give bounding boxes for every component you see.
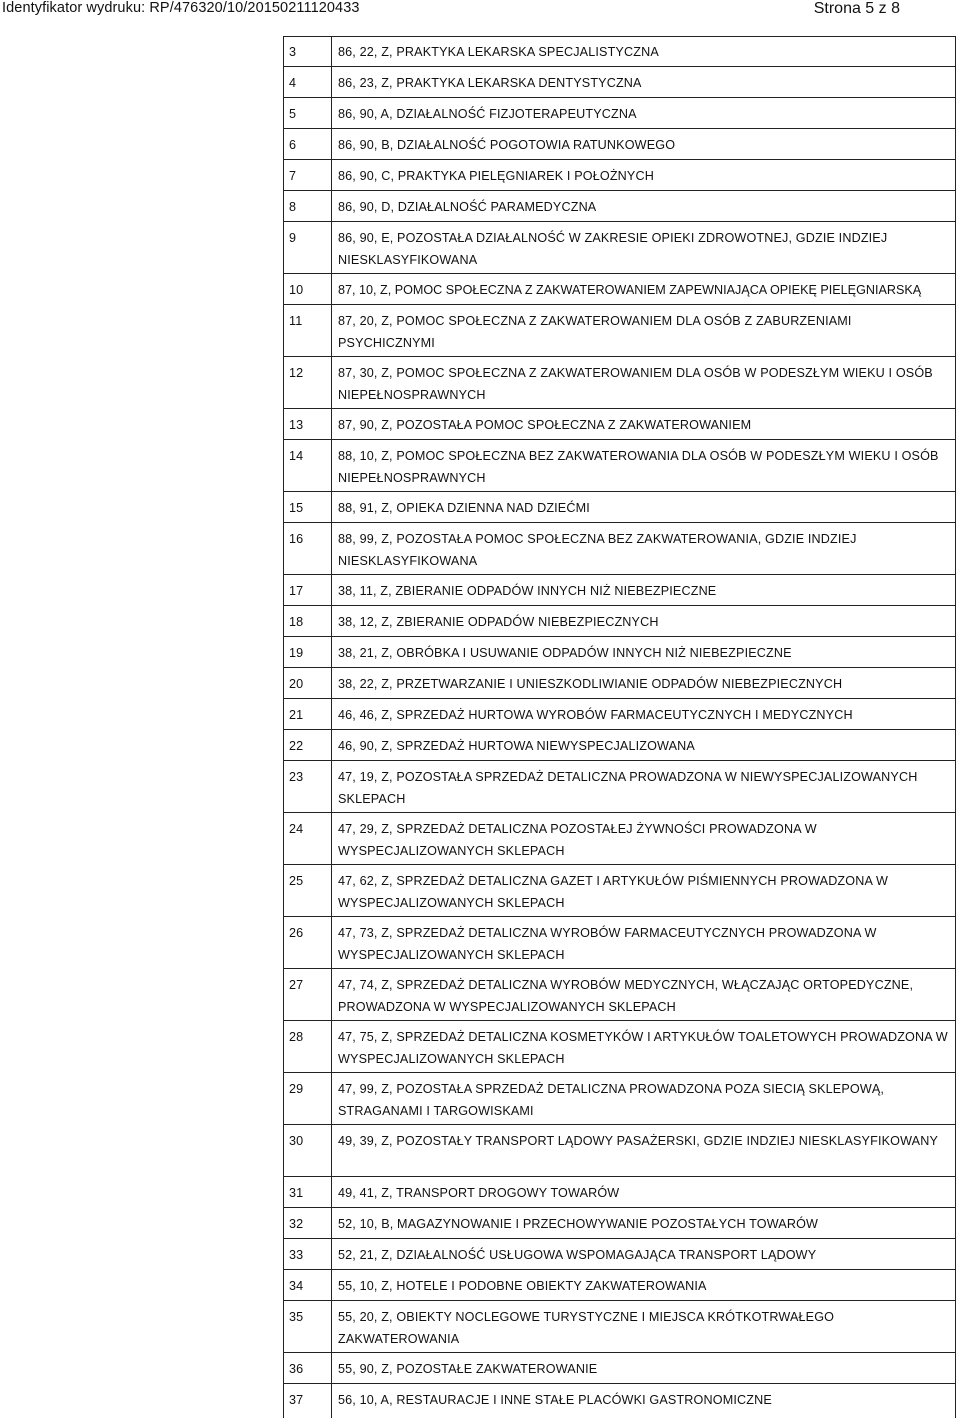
table-row: [283, 730, 956, 761]
row-text: 47, 75, Z, SPRZEDAŻ DETALICZNA KOSMETYKÓW I ARTYKUŁÓW TOALETOWYCH PROWADZONA W WYSPECJALIZOWANYCH SKLEPACH: [338, 1030, 948, 1066]
row-number: 23: [289, 770, 304, 784]
row-number: 22: [289, 739, 304, 753]
row-text: 46, 90, Z, SPRZEDAŻ HURTOWA NIEWYSPECJALIZOWANA: [338, 739, 695, 753]
table-row: [283, 36, 956, 67]
row-text: 55, 90, Z, POZOSTAŁE ZAKWATEROWANIE: [338, 1362, 598, 1376]
row-number: 26: [289, 926, 304, 940]
row-number: 3: [289, 45, 297, 59]
row-text: 86, 22, Z, PRAKTYKA LEKARSKA SPECJALISTYCZNA: [338, 45, 659, 59]
table-row: [283, 761, 956, 813]
table-row: [283, 1125, 956, 1177]
row-text: 47, 62, Z, SPRZEDAŻ DETALICZNA GAZET I ARTYKUŁÓW PIŚMIENNYCH PROWADZONA W WYSPECJALIZOWANYCH SKLEPACH: [338, 874, 889, 910]
print-header: [0, 0, 960, 20]
table-row: [283, 129, 956, 160]
row-number: 32: [289, 1217, 304, 1231]
row-text: 47, 73, Z, SPRZEDAŻ DETALICZNA WYROBÓW FARMACEUTYCZNYCH PROWADZONA W WYSPECJALIZOWANYCH SKLEPACH: [338, 926, 877, 962]
row-number: 4: [289, 76, 297, 90]
table-row: [283, 67, 956, 98]
table-row: [283, 222, 956, 274]
table-row: [283, 668, 956, 699]
row-text: 56, 10, A, RESTAURACJE I INNE STAŁE PLACÓWKI GASTRONOMICZNE: [338, 1393, 772, 1407]
row-number: 10: [289, 283, 304, 297]
row-number: 25: [289, 874, 304, 888]
row-number: 30: [289, 1134, 304, 1148]
row-text: 86, 90, D, DZIAŁALNOŚĆ PARAMEDYCZNA: [338, 200, 597, 214]
row-number: 19: [289, 646, 304, 660]
table-row: [283, 160, 956, 191]
row-number: 21: [289, 708, 304, 722]
table-row: [283, 1239, 956, 1270]
table-row: [283, 1073, 956, 1125]
table-row: [283, 305, 956, 357]
page-number: Strona 5 z 8: [813, 0, 900, 17]
row-text: 87, 90, Z, POZOSTAŁA POMOC SPOŁECZNA Z ZAKWATEROWANIEM: [338, 418, 752, 432]
table-row: [283, 274, 956, 305]
row-text: 88, 99, Z, POZOSTAŁA POMOC SPOŁECZNA BEZ ZAKWATEROWANIA, GDZIE INDZIEJ NIESKLASYFIKOWANA: [338, 532, 857, 568]
print-identifier: Identyfikator wydruku: RP/476320/10/20150211120433: [2, 0, 360, 16]
table-row: [283, 1353, 956, 1384]
row-text: 49, 41, Z, TRANSPORT DROGOWY TOWARÓW: [338, 1186, 620, 1200]
row-text: 55, 10, Z, HOTELE I PODOBNE OBIEKTY ZAKWATEROWANIA: [338, 1279, 707, 1293]
row-text: 46, 46, Z, SPRZEDAŻ HURTOWA WYROBÓW FARMACEUTYCZNYCH I MEDYCZNYCH: [338, 708, 853, 722]
row-number: 37: [289, 1393, 304, 1407]
row-text: 52, 10, B, MAGAZYNOWANIE I PRZECHOWYWANIE POZOSTAŁYCH TOWARÓW: [338, 1217, 819, 1231]
row-number: 5: [289, 107, 297, 121]
row-text: 87, 20, Z, POMOC SPOŁECZNA Z ZAKWATEROWANIEM DLA OSÓB Z ZABURZENIAMI PSYCHICZNYMI: [338, 314, 852, 350]
table-row: [283, 969, 956, 1021]
row-number: 16: [289, 532, 304, 546]
row-text: 38, 21, Z, OBRÓBKA I USUWANIE ODPADÓW INNYCH NIŻ NIEBEZPIECZNE: [338, 646, 792, 660]
row-text: 87, 30, Z, POMOC SPOŁECZNA Z ZAKWATEROWANIEM DLA OSÓB W PODESZŁYM WIEKU I OSÓB NIEPEŁNOSPRAWNYCH: [338, 366, 933, 402]
row-text: 47, 19, Z, POZOSTAŁA SPRZEDAŻ DETALICZNA PROWADZONA W NIEWYSPECJALIZOWANYCH SKLEPACH: [338, 770, 918, 806]
row-number: 28: [289, 1030, 304, 1044]
row-text: 38, 22, Z, PRZETWARZANIE I UNIESZKODLIWIANIE ODPADÓW NIEBEZPIECZNYCH: [338, 677, 843, 691]
pkd-table-rows: [283, 36, 956, 1415]
row-text: 49, 39, Z, POZOSTAŁY TRANSPORT LĄDOWY PASAŻERSKI, GDZIE INDZIEJ NIESKLASYFIKOWANY: [338, 1134, 939, 1148]
table-row: [283, 357, 956, 409]
table-row: [283, 1208, 956, 1239]
table-row: [283, 606, 956, 637]
row-number: 20: [289, 677, 304, 691]
row-number: 18: [289, 615, 304, 629]
table-row: [283, 1270, 956, 1301]
row-number: 14: [289, 449, 304, 463]
row-number: 11: [289, 314, 303, 328]
row-number: 13: [289, 418, 304, 432]
row-text: 88, 10, Z, POMOC SPOŁECZNA BEZ ZAKWATEROWANIA DLA OSÓB W PODESZŁYM WIEKU I OSÓB NIEPEŁNOSPRAWNYCH: [338, 449, 939, 485]
row-text: 47, 74, Z, SPRZEDAŻ DETALICZNA WYROBÓW MEDYCZNYCH, WŁĄCZAJĄC ORTOPEDYCZNE, PROWADZONA W WYSPECJALIZOWANYCH SKLEPACH: [338, 978, 914, 1014]
row-number: 29: [289, 1082, 304, 1096]
table-row: [283, 1177, 956, 1208]
row-text: 47, 29, Z, SPRZEDAŻ DETALICZNA POZOSTAŁEJ ŻYWNOŚCI PROWADZONA W WYSPECJALIZOWANYCH SKLEPACH: [338, 822, 817, 858]
row-text: 87, 10, Z, POMOC SPOŁECZNA Z ZAKWATEROWANIEM ZAPEWNIAJĄCA OPIEKĘ PIELĘGNIARSKĄ: [338, 283, 922, 297]
table-row: [283, 575, 956, 606]
row-text: 86, 90, A, DZIAŁALNOŚĆ FIZJOTERAPEUTYCZNA: [338, 107, 637, 121]
row-number: 6: [289, 138, 297, 152]
table-row: [283, 1384, 956, 1415]
table-row: [283, 191, 956, 222]
row-number: 9: [289, 231, 297, 245]
table-row: [283, 523, 956, 575]
row-number: 7: [289, 169, 297, 183]
row-number: 17: [289, 584, 304, 598]
row-text: 86, 90, B, DZIAŁALNOŚĆ POGOTOWIA RATUNKOWEGO: [338, 138, 676, 152]
row-text: 86, 23, Z, PRAKTYKA LEKARSKA DENTYSTYCZNA: [338, 76, 642, 90]
row-text: 38, 12, Z, ZBIERANIE ODPADÓW NIEBEZPIECZNYCH: [338, 615, 659, 629]
table-row: [283, 1021, 956, 1073]
row-number: 36: [289, 1362, 304, 1376]
table-row: [283, 409, 956, 440]
table-row: [283, 917, 956, 969]
row-number: 12: [289, 366, 304, 380]
table-row: [283, 492, 956, 523]
table-row: [283, 813, 956, 865]
table-row: [283, 699, 956, 730]
table-row: [283, 637, 956, 668]
row-number: 35: [289, 1310, 304, 1324]
row-number: 8: [289, 200, 297, 214]
table-row: [283, 98, 956, 129]
table-row: [283, 1301, 956, 1353]
row-text: 55, 20, Z, OBIEKTY NOCLEGOWE TURYSTYCZNE I MIEJSCA KRÓTKOTRWAŁEGO ZAKWATEROWANIA: [338, 1310, 835, 1346]
row-text: 86, 90, E, POZOSTAŁA DZIAŁALNOŚĆ W ZAKRESIE OPIEKI ZDROWOTNEJ, GDZIE INDZIEJ NIESKLASYFIKOWANA: [338, 231, 888, 267]
row-number: 33: [289, 1248, 304, 1262]
row-text: 86, 90, C, PRAKTYKA PIELĘGNIAREK I POŁOŻNYCH: [338, 169, 654, 183]
row-number: 24: [289, 822, 304, 836]
row-number: 15: [289, 501, 304, 515]
table-row: [283, 865, 956, 917]
row-text: 52, 21, Z, DZIAŁALNOŚĆ USŁUGOWA WSPOMAGAJĄCA TRANSPORT LĄDOWY: [338, 1248, 817, 1262]
row-number: 27: [289, 978, 304, 992]
row-text: 38, 11, Z, ZBIERANIE ODPADÓW INNYCH NIŻ NIEBEZPIECZNE: [338, 584, 717, 598]
row-number: 34: [289, 1279, 304, 1293]
row-number: 31: [289, 1186, 304, 1200]
row-text: 88, 91, Z, OPIEKA DZIENNA NAD DZIEĆMI: [338, 501, 590, 515]
table-row: [283, 440, 956, 492]
row-text: 47, 99, Z, POZOSTAŁA SPRZEDAŻ DETALICZNA PROWADZONA POZA SIECIĄ SKLEPOWĄ, STRAGANAMI I TARGOWISKAMI: [338, 1082, 885, 1118]
